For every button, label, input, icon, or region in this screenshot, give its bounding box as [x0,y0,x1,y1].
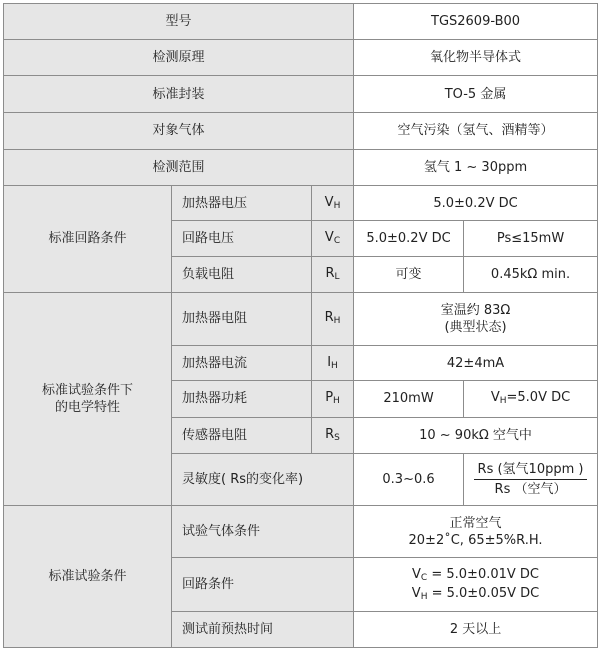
spec-table [3,3,598,648]
sensitivity-denominator: Rs （空气） [494,481,567,497]
heater-voltage-symbol: $V_H$ [312,186,354,221]
sensitivity-numerator: Rs (氢气10ppm ) [474,461,588,480]
heater-resistance-value: 室温约 83Ω (典型状态) [354,292,598,345]
test-group-label: 标准试验条件 [4,506,172,648]
target-gas-value: 空气污染（氢气、酒精等） [354,112,598,149]
sensitivity-label: 灵敏度( Rs的变化率) [172,453,354,505]
model-label: 型号 [4,4,354,40]
sensor-resistance-symbol: $R_S$ [312,417,354,453]
load-resistance-symbol: $R_L$ [312,256,354,292]
target-gas-label: 对象气体 [4,112,354,149]
sensitivity-value: 0.3~0.6 [354,453,464,505]
row-model [4,4,598,40]
row-range [4,149,598,185]
range-label: 检测范围 [4,149,354,185]
circuit-voltage-symbol: $V_C$ [312,221,354,256]
load-resistance-min: 0.45kΩ min. [464,256,598,292]
heater-power-label: 加热器功耗 [172,381,312,417]
electrical-group-label: 标准试验条件下 的电学特性 [4,292,172,505]
gas-condition-value: 正常空气 20±2˚C, 65±5%R.H. [354,506,598,558]
load-resistance-label: 负载电阻 [172,256,312,292]
row-target-gas [4,112,598,149]
range-value: 氢气 1 ~ 30ppm [354,149,598,185]
circuit-voltage-label: 回路电压 [172,221,312,256]
heater-voltage-label: 加热器电压 [172,186,312,221]
preheat-label: 测试前预热时间 [172,611,354,647]
row-heater-voltage [4,186,598,221]
principle-label: 检测原理 [4,40,354,76]
row-heater-resistance [4,292,598,345]
load-resistance-value: 可变 [354,256,464,292]
circuit-group-label: 标准回路条件 [4,186,172,293]
preheat-value: 2 天以上 [354,611,598,647]
heater-power-value: 210mW [354,381,464,417]
sensor-resistance-value: 10 ~ 90kΩ 空气中 [354,417,598,453]
package-value: TO-5 金属 [354,76,598,112]
circuit-condition-value: $V_C = 5.0\pm 0.01V$ DC $V_H = 5.0\pm 0.05V$ DC [354,558,598,611]
heater-power-condition: $V_H=5.0V$ DC [464,381,598,417]
model-value: TGS2609-B00 [354,4,598,40]
sensitivity-ratio [464,453,598,505]
row-gas-condition [4,506,598,558]
principle-value: 氧化物半导体式 [354,40,598,76]
heater-resistance-label: 加热器电阻 [172,292,312,345]
circuit-power-limit: Ps≤15mW [464,221,598,256]
package-label: 标准封装 [4,76,354,112]
heater-voltage-value: 5.0±0.2V DC [354,186,598,221]
gas-condition-label: 试验气体条件 [172,506,354,558]
sensor-resistance-label: 传感器电阻 [172,417,312,453]
circuit-voltage-value: 5.0±0.2V DC [354,221,464,256]
heater-resistance-symbol: $R_H$ [312,292,354,345]
heater-power-symbol: $P_H$ [312,381,354,417]
heater-current-value: 42±4mA [354,346,598,381]
row-package [4,76,598,112]
heater-current-label: 加热器电流 [172,346,312,381]
row-principle [4,40,598,76]
heater-current-symbol: $I_H$ [312,346,354,381]
circuit-condition-label: 回路条件 [172,558,354,611]
